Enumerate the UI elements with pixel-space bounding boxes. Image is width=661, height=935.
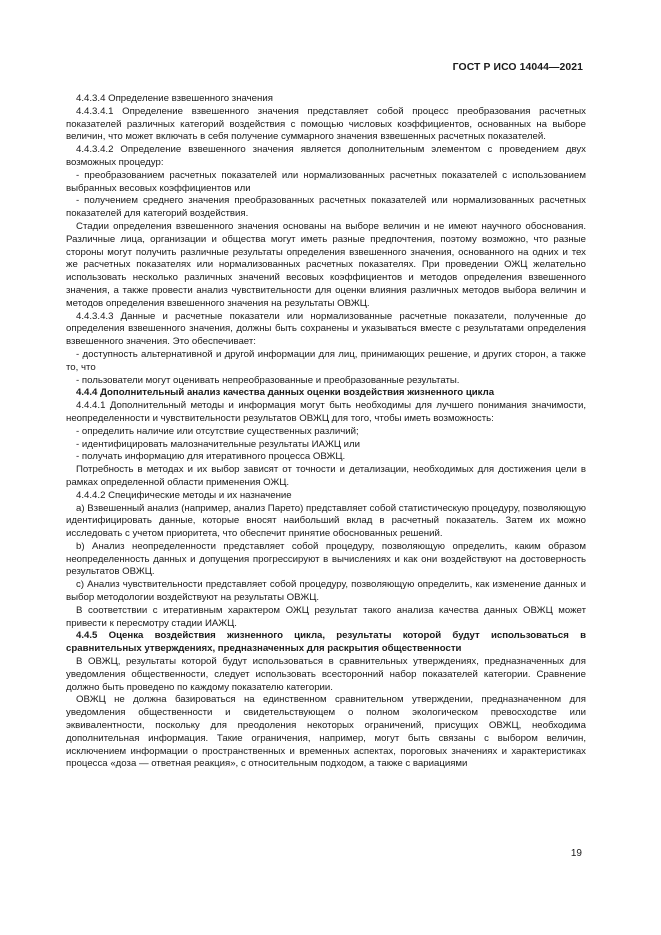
paragraph: В ОВЖЦ, результаты которой будут использоваться в сравнительных утверждениях, предназначенных для уведомления общественности, следует использовать всесторонний набор показателей категории. Сравнение должно быть проведено по каждому показателю категории.	[66, 656, 586, 693]
list-item: - доступность альтернативной и другой информации для лиц, принимающих решение, и других сторон, а также то, что	[66, 348, 586, 373]
list-item: - идентифицировать малозначительные результаты ИАЖЦ или	[76, 438, 360, 450]
paragraph: 4.4.3.4 Определение взвешенного значения	[76, 93, 273, 104]
list-item: - получать информацию для итеративного процесса ОВЖЦ.	[76, 451, 346, 463]
list-item: - получением среднего значения преобразованных расчетных показателей или нормализованных расчетных показателей для категорий воздействия.	[66, 195, 586, 220]
list-item: - пользователи могут оценивать непреобразованные и преобразованные результаты.	[76, 374, 460, 386]
paragraph: 4.4.4.2 Специфические методы и их назначение	[76, 489, 292, 501]
paragraph: 4.4.3.4.2 Определение взвешенного значения является дополнительным элементом с проведением двух возможных процедур:	[66, 144, 586, 168]
paragraph: ОВЖЦ не должна базироваться на единственном сравнительном утверждении, предназначенном для уведомления общественности и свидетельствующем о полном экологическом превосходстве или эквивалентности, поскольку для преодоления некоторых ограничений, присущих ОВЖЦ, необходима дополнительная информация. Такие ограничения, например, могут быть связаны с выбором величин, исключением информации о пространственных и временных аспектах, пороговых значениях и характеристиках процесса «доза — ответная реакция», с относительным подходом, а также с вариациями	[66, 694, 586, 770]
section-heading: 4.4.4 Дополнительный анализ качества данных оценки воздействия жизненного цикла	[76, 387, 495, 399]
paragraph: a) Взвешенный анализ (например, анализ Парето) представляет собой статистическую процедуру, позволяющую идентифицировать данные, которые вносят наибольший вклад в расчетный показатель. Затем их можно исследовать с учетом приоритета, что обеспечит принятие обоснованных решений.	[66, 502, 586, 540]
paragraph: Стадии определения взвешенного значения основаны на выборе величин и не имеют научного обоснования. Различные лица, организации и общества могут иметь разные предпочтения, поэтому возможно, что разные стороны могут получить различные результаты определения взвешенного значения, основанного на одних и тех же расчетных показателях или нормализованных расчетных показателях. При проведении ОЖЦ желательно использовать несколько различных значений весовых коэффициентов и методов определения взвешенного значения, а также провести анализ чувствительности для оценки влияния различных методов выбора величин и методов определения взвешенного значения на результаты ОВЖЦ.	[66, 220, 586, 309]
section-heading: 4.4.5 Оценка воздействия жизненного цикла, результаты которой будут использоваться в сравнительных утверждениях, предназначенных для раскрытия общественности	[66, 630, 586, 655]
document-header: ГОСТ Р ИСО 14044—2021	[452, 62, 583, 73]
paragraph: 4.4.3.4.1 Определение взвешенного значения представляет собой процесс преобразования расчетных показателей различных категорий воздействия с помощью числовых коэффициентов, основанных на выборе величин, что может включать в себя получение суммарного значения взвешенных расчетных показателей.	[66, 105, 586, 143]
page-number: 19	[570, 848, 582, 859]
paragraph: c) Анализ чувствительности представляет собой процедуру, позволяющую определить, как изменение данных и выбор методологии воздействуют на результаты ОВЖЦ.	[66, 579, 586, 604]
paragraph: b) Анализ неопределенности представляет собой процедуру, позволяющую определить, каким образом неопределенность данных и допущения прогрессируют в вычислениях и как они воздействуют на достоверность результатов ОВЖЦ.	[66, 540, 586, 578]
paragraph: 4.4.3.4.3 Данные и расчетные показатели или нормализованные расчетные показатели, полученные до определения взвешенного значения, должны быть сохранены и указываться вместе с результатами определения взвешенного значения. Это обеспечивает:	[66, 310, 586, 348]
paragraph: 4.4.4.1 Дополнительный методы и информация могут быть необходимы для лучшего понимания значимости, неопределенности и чувствительности результатов ОВЖЦ для того, чтобы иметь возможность:	[66, 400, 586, 424]
document-body	[66, 93, 586, 771]
paragraph: Потребность в методах и их выбор зависят от точности и детализации, необходимых для достижения цели в рамках определенной области применения ОЖЦ.	[66, 464, 586, 488]
list-item: - преобразованием расчетных показателей или нормализованных расчетных показателей с использованием выбранных весовых коэффициентов или	[66, 169, 586, 194]
paragraph: В соответствии с итеративным характером ОЖЦ результат такого анализа качества данных ОВЖЦ может привести к пересмотру стадии ИАЖЦ.	[66, 604, 586, 629]
list-item: - определить наличие или отсутствие существенных различий;	[76, 425, 359, 437]
